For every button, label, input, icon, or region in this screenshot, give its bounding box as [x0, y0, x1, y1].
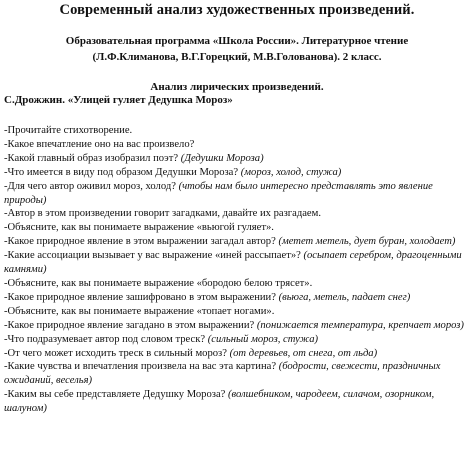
question-item — [4, 347, 470, 361]
poem-author: С.Дрожжин. — [4, 94, 65, 106]
question-item — [4, 249, 470, 277]
question-text: -Объясните, как вы понимаете выражение «вьюгой гуляет». — [4, 222, 274, 234]
question-text: -Прочитайте стихотворение. — [4, 125, 133, 136]
program-line-1: Образовательная программа «Школа России». Литературное чтение — [65, 35, 409, 47]
question-item — [4, 360, 470, 388]
question-text: -Объясните, как вы понимаете выражение «бородою белою трясет». — [4, 277, 313, 289]
question-item — [4, 221, 470, 235]
answer-text: (от деревьев, от снега, от льда) — [229, 347, 378, 359]
question-item — [4, 305, 470, 319]
question-text: -Какое природное явление в этом выражении загадал автор? — [4, 236, 279, 248]
question-item — [4, 319, 470, 333]
question-item — [4, 333, 470, 347]
question-text: -Что подразумевает автор под словом треск? — [4, 333, 208, 345]
question-text: -Автор в этом произведении говорит загадками, давайте их разгадаем. — [4, 208, 321, 220]
answer-text: (волшебником, чародеем, силачом, озорником, шалуном) — [4, 389, 435, 415]
answer-text: (бодрости, свежести, праздничных ожиданий, веселья) — [4, 361, 441, 387]
question-text: -Какие чувства и впечатления произвела на вас эта картина? — [4, 361, 279, 373]
answer-text: (понижается температура, крепчает мороз) — [256, 319, 464, 331]
question-list — [4, 124, 470, 416]
program-info — [4, 33, 470, 65]
question-text: -Для чего автор оживил мороз, холод? — [4, 180, 179, 192]
answer-text: (сильный мороз, стужа) — [207, 333, 319, 345]
question-text: -Какое природное явление загадано в этом выражении? — [4, 319, 257, 331]
question-text: -Объясните, как вы понимаете выражение «топает ногами». — [4, 305, 275, 317]
answer-text: (чтобы нам было интересно представлять это явление природы) — [4, 180, 433, 206]
question-item — [4, 152, 470, 166]
answer-text: (мороз, холод, стужа) — [240, 166, 342, 178]
question-text: -Какой главный образ изобразил поэт? — [4, 152, 181, 164]
answer-text: (Дедушки Мороза) — [180, 152, 264, 164]
question-text: -Что имеется в виду под образом Дедушки Мороза? — [4, 166, 241, 178]
answer-text: (вьюга, метель, падает снег) — [278, 291, 411, 303]
question-text: -Какие ассоциации вызывает у вас выражение «иней рассыпает»? — [4, 250, 304, 262]
question-item — [4, 138, 470, 152]
poem-heading — [4, 94, 470, 107]
answer-text: (метет метель, дует буран, холодает) — [278, 236, 456, 248]
question-item — [4, 180, 470, 208]
question-text: -Каким вы себе представляете Дедушку Мороза? — [4, 389, 228, 401]
question-item — [4, 207, 470, 221]
program-line-2: (Л.Ф.Климанова, В.Г.Горецкий, М.В.Голованова). 2 класс. — [92, 51, 382, 63]
question-item — [4, 388, 470, 416]
question-item — [4, 166, 470, 180]
poem-title: «Улицей гуляет Дедушка Мороз» — [67, 94, 233, 106]
question-item — [4, 291, 470, 305]
question-text: -Какое впечатление оно на вас произвело? — [4, 138, 195, 150]
question-item — [4, 124, 470, 138]
document-title: Современный анализ художественных произведений. — [59, 2, 415, 18]
analysis-title: Анализ лирических произведений. — [150, 81, 324, 93]
question-item — [4, 235, 470, 249]
question-text: -Какое природное явление зашифровано в этом выражении? — [4, 291, 279, 303]
question-text: -От чего может исходить треск в сильный мороз? — [4, 347, 230, 359]
answer-text: (осыпает серебром, драгоценными камнями) — [4, 250, 462, 276]
question-item — [4, 277, 470, 291]
